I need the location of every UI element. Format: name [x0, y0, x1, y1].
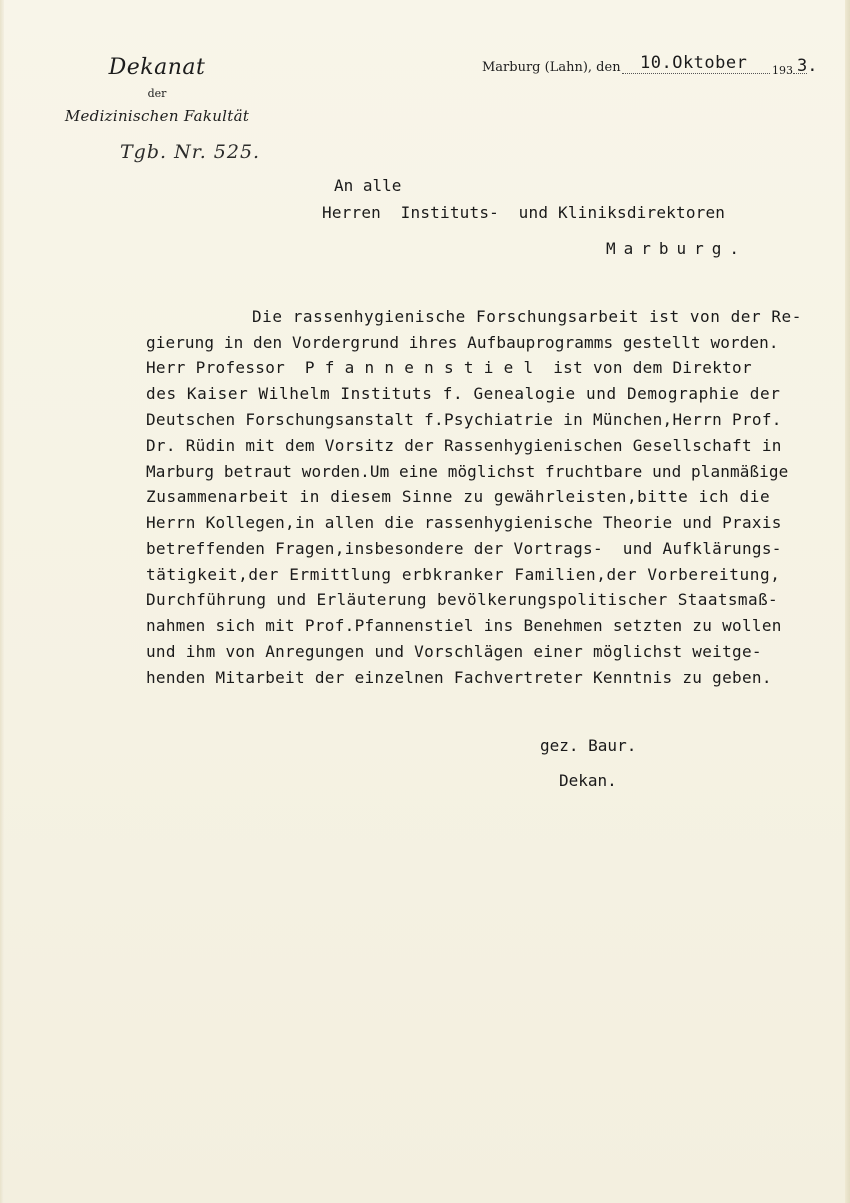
body-line: Deutschen Forschungsanstalt f.Psychiatrie in München,Herrn Prof. — [146, 410, 782, 429]
body-line: Marburg betraut worden.Um eine möglichst fruchtbare und planmäßige — [146, 462, 789, 481]
body-line: des Kaiser Wilhelm Instituts f. Genealogie und Demographie der — [146, 384, 781, 403]
address-line-directors: Herren Instituts- und Kliniksdirektoren — [322, 203, 726, 222]
body-line: betreffenden Fragen,insbesondere der Vortrags- und Aufklärungs- — [146, 539, 782, 558]
paper-edge-right — [845, 0, 850, 1203]
address-line-city: Marburg. — [606, 239, 748, 258]
dateline-date: 10.Oktober — [640, 53, 748, 73]
dateline-place: Marburg (Lahn), den — [482, 60, 621, 75]
letterhead-faculty: Medizinischen Fakultät — [64, 107, 250, 125]
letterhead-der: der — [147, 87, 167, 100]
body-line: Herr Professor P f a n n e n s t i e l ist von dem Direktor — [146, 358, 752, 377]
body-line: gierung in den Vordergrund ihres Aufbauprogramms gestellt worden. — [146, 333, 779, 352]
body-line: Zusammenarbeit in diesem Sinne zu gewährleisten,bitte ich die — [146, 487, 771, 506]
signature-name: gez. Baur. — [540, 736, 637, 755]
address-line-recipients: An alle — [334, 176, 402, 195]
body-line: tätigkeit,der Ermittlung erbkranker Familien,der Vorbereitung, — [146, 565, 781, 584]
body-line: henden Mitarbeit der einzelnen Fachvertreter Kenntnis zu geben. — [146, 668, 772, 687]
body-line: nahmen sich mit Prof.Pfannenstiel ins Benehmen setzten zu wollen — [146, 616, 782, 635]
body-line: Durchführung und Erläuterung bevölkerungspolitischer Staatsmaß- — [146, 590, 779, 609]
body-line: Herrn Kollegen,in allen die rassenhygienische Theorie und Praxis — [146, 513, 782, 532]
body-line: Die rassenhygienische Forschungsarbeit ist von der Re- — [252, 307, 802, 326]
dateline-year-prefix: 193 — [772, 64, 793, 77]
dateline-year-digit: 3. — [797, 56, 818, 76]
signature-title: Dekan. — [559, 771, 617, 790]
handwritten-reference-number: Tgb. Nr. 525. — [120, 141, 261, 163]
paper-edge-left — [0, 0, 4, 1203]
body-line: und ihm von Anregungen und Vorschlägen einer möglichst weitge- — [146, 642, 762, 661]
date-dotted-line — [622, 73, 770, 74]
letterhead-title: Dekanat — [108, 55, 206, 80]
body-line: Dr. Rüdin mit dem Vorsitz der Rassenhygienischen Gesellschaft in — [146, 436, 782, 455]
